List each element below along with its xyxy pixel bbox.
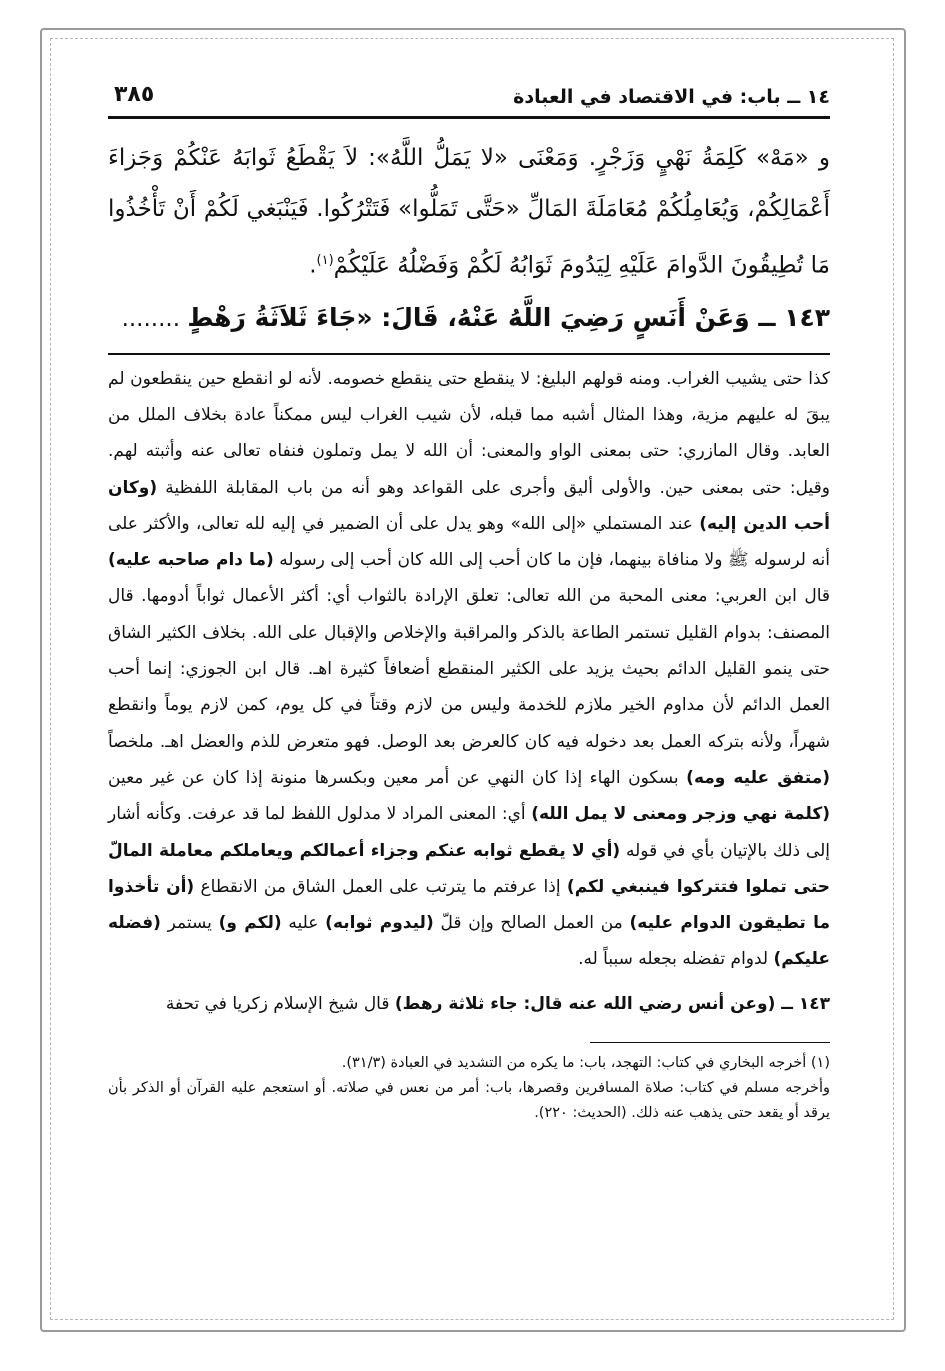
footnote-1: (١) أخرجه البخاري في كتاب: التهجد، باب: ما يكره من التشديد في العبادة (٣١/٣). (341, 1055, 830, 1071)
main-text (108, 133, 830, 345)
page-number: ٣٨٥ (114, 82, 155, 107)
footnote-ref: (١) (316, 253, 334, 268)
footnote-divider (590, 1042, 830, 1043)
commentary-paragraph: كذا حتى يشيب الغراب. ومنه قولهم البليغ: لا ينقطع حتى ينقطع خصومه. لأنه لو انقطع حين ينقطعون لم يبقَ له عليهم مزية، وهذا المثال أشبه مما قبله، لأن شيب الغراب ليس ممكناً عادة بخلاف الملل من العابد. وقال المازري: حتى بمعنى الواو والمعنى: أن الله لا يمل وتملون فنفاه تعالى عنه وأثبته لهم. وقيل: حتى بمعنى حين. والأولى أليق وأجرى على القواعد وهو أنه من باب المقابلة اللفظية (وكان أحب الدين إليه) عند المستملي «إلى الله» وهو يدل على أن الضمير في إليه لله تعالى، والأكثر على أنه لرسوله ﷺ ولا منافاة بينهما، فإن ما كان أحب إلى الله كان أحب إلى رسوله (ما دام صاحبه عليه) قال ابن العربي: معنى المحبة من الله تعالى: تعلق الإرادة بالثواب أي: أكثر الأعمال ثواباً أدومها. قال المصنف: بدوام القليل تستمر الطاعة بالذكر والمراقبة والإخلاص والإقبال على الله. بخلاف الكثير الشاق حتى ينمو القليل الدائم بحيث يزيد على الكثير المنقطع أضعافاً كثيرة اهـ. قال ابن الجوزي: إنما أحب العمل الدائم لأن مداوم الخير ملازم للخدمة وليس من لازم وقتاً في كل يوم، كمن لازم يوماً وانقطع شهراً، ولأنه بتركه العمل بعد دخوله فيه كان كالعرض بعد الوصل. فهو متعرض للذم والعضل اهـ. ملخصاً (متفق عليه ومه) بسكون الهاء إذا كان النهي عن أمر معين وبكسرها منونة إذا كان عن غير معين (كلمة نهي وزجر ومعنى لا يمل الله) أي: المعنى المراد لا مدلول اللفظ لما قد عرفت. وكأنه أشار إلى ذلك بالإتيان بأي في قوله (أي لا يقطع ثوابه عنكم وجزاء أعمالكم ويعاملكم معاملة المالّ حتى تملوا فتتركوا فينبغي لكم) إذا عرفتم ما يترتب على العمل الشاق من الانقطاع (أن تأخذوا ما تطيقون الدوام عليه) من العمل الصالح وإن قلّ (ليدوم ثوابه) عليه (لكم و) يستمر (فضله عليكم) لدوام تفضله بجعله سبباً له. (108, 368, 831, 970)
section-divider (108, 353, 830, 355)
page-header (108, 78, 830, 119)
book-page (108, 78, 830, 1268)
running-title: ١٤ ــ باب: في الاقتصاد في العبادة (513, 86, 830, 108)
hadith-143-heading: ١٤٣ ــ وَعَنْ أَنَسٍ رَضِيَ اللَّهُ عَنْهُ، قَالَ: «جَاءَ ثَلاَثَةُ رَهْطٍ ........ (121, 302, 830, 332)
matn-paragraph: و «مَهْ» كَلِمَةُ نَهْيٍ وَزَجْرٍ. وَمَعْنَى «لا يَمَلُّ اللَّهُ»: لاَ يَقْطَعُ ثَوابَهُ عَنْكُمْ وَجَزاءَ أَعْمَالِكُمْ، وَيُعَامِلُكُمْ مُعَامَلَةَ المَالِّ «حَتَّى تَمَلُّوا» فَتَتْرُكُوا. فَيَنْبَغي لَكُمْ أَنْ تَأْخُذُوا مَا تُطِيقُونَ الدَّوامَ عَلَيْهِ لِيَدُومَ ثَوَابُهُ لَكُمْ وَفَضْلُهُ عَلَيْكُمْ$^{(١)}$. (108, 145, 830, 279)
commentary (108, 361, 830, 1022)
footnote-1-cont: وأخرجه مسلم في كتاب: صلاة المسافرين وقصرها، باب: أمر من نعس في صلاته. أو استعجم عليه القرآن أو الذكر بأن يرقد أو يقعد حتى يذهب عنه ذلك. (الحديث: ٢٢٠). (108, 1080, 830, 1121)
commentary-hadith-143: ١٤٣ ــ (وعن أنس رضي الله عنه قال: جاء ثلاثة رهط) قال شيخ الإسلام زكريا في تحفة (165, 993, 830, 1014)
ellipsis-dots: ........ (121, 305, 181, 332)
footnotes (108, 1051, 830, 1126)
